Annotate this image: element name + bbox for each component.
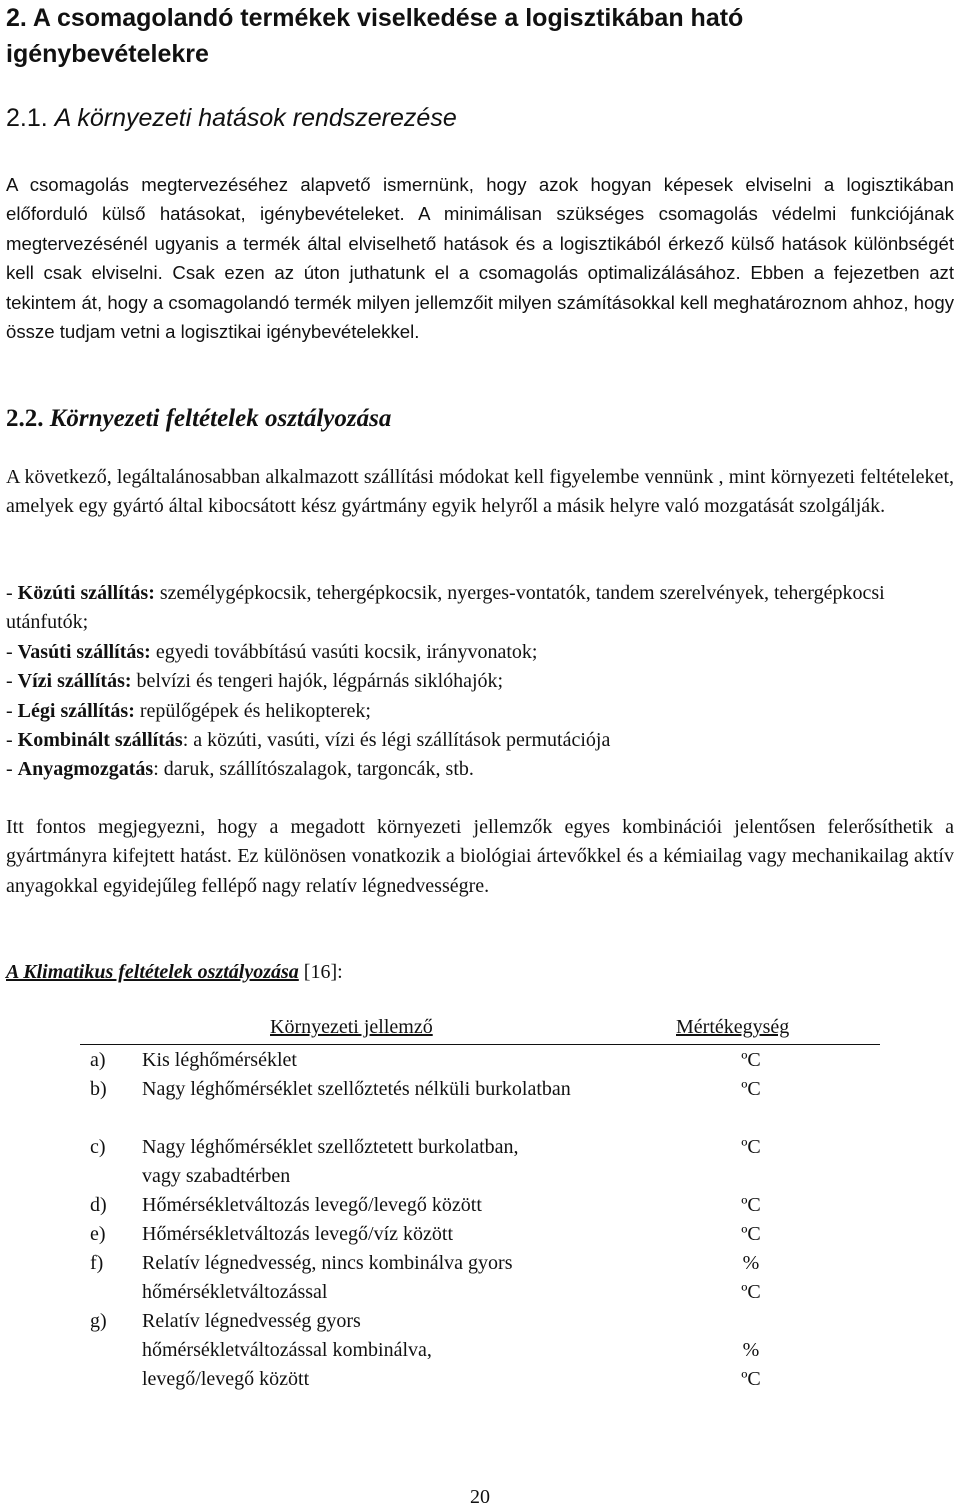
row-unit: ºC [741,1049,761,1071]
row-label: e) [90,1223,106,1245]
climate-heading-title: A Klimatikus feltételek osztályozása [6,961,299,983]
list-item: - Vízi szállítás: belvízi és tengeri hajók, légpárnás siklóhajók; [6,670,504,693]
row-unit: ºC [741,1078,761,1100]
row-label: f) [90,1252,104,1274]
row-characteristic: Relatív légnedvesség, nincs kombinálva gyors hőmérsékletváltozással [142,1252,513,1303]
row-label: a) [90,1049,106,1071]
transport-mode-list [6,579,954,785]
row-unit: ºC [741,1368,761,1390]
list-item: - Légi szállítás: repülőgépek és helikopterek; [6,699,371,722]
section-heading-2-1 [6,103,457,133]
row-characteristic: Kis léghőmérséklet [142,1049,297,1071]
note-paragraph: Itt fontos megjegyezni, hogy a megadott környezeti jellemzők egyes kombinációi jelentősen felerősíthetik a gyártmányra kifejtett hatást. Ez különösen vonatkozik a biológiai ártevőkkel és a kémiailag vagy mechanikailag aktív anyagokkal egyidejűleg fellépő nagy relatív légnedvességre. [6,816,954,897]
row-unit: % [742,1252,760,1274]
chapter-title: 2. A csomagolandó termékek viselkedése a logisztikában ható igénybevételekre [6,4,744,68]
transport-mode-name: Légi szállítás: [17,699,135,722]
row-characteristic: Nagy léghőmérséklet szellőztetés nélküli burkolatban [142,1078,571,1100]
column-header-characteristic: Környezeti jellemző [270,1016,433,1038]
climate-heading-reference: [16]: [298,961,343,983]
row-characteristic: Hőmérsékletváltozás levegő/víz között [142,1223,454,1245]
list-item: - Közúti szállítás: személygépkocsik, tehergépkocsik, nyerges-vontatók, tandem szerelvények, tehergépkocsi utánfutók; [6,582,885,634]
row-label: g) [90,1310,107,1332]
intro-paragraph-cont: Ebben a fejezetben azt tekintem át, hogy a csomagolandó termék milyen jellemzőit milyen számításokkal kell meghatároznom ahhoz, hogy össze tudjam vetni a logisztikai igénybevételekkel. [6,262,955,343]
table-header [80,1014,880,1045]
transport-mode-name: Anyagmozgatás [17,758,154,781]
row-label: d) [90,1194,107,1216]
section-title: A környezeti hatások rendszerezése [54,104,457,132]
row-unit: % [742,1339,760,1361]
conditions-intro-paragraph: A következő, legáltalánosabban alkalmazott szállítási módokat kell figyelembe vennünk , mint környezeti feltételeket, amelyek egy gyártó által kibocsátott kész gyártmány egyik helyről a másik helyre való mozgatását szolgálják. [6,466,954,518]
list-item: - Kombinált szállítás: a közúti, vasúti, vízi és légi szállítások permutációja [6,729,611,752]
column-header-unit: Mértékegység [676,1016,790,1038]
row-unit: ºC [741,1136,761,1158]
row-characteristic: Relatív légnedvesség gyors hőmérsékletváltozással kombinálva, levegő/levegő között [142,1310,432,1390]
intro-paragraph-main: A csomagolás megtervezéséhez alapvető ismernünk, hogy azok hogyan képesek elviselni a logisztikában előforduló külső hatásokat, igénybevételeket. A minimálisan szükséges csomagolás védelmi funkciójának megtervezésénél ugyanis a termék által elviselhető hatások és a logisztikából érkező külső hatások különbségét kell csak elviselni. Csak ezen az úton juthatunk el a csomagolás optimalizálásához. [6,174,954,284]
row-label: c) [90,1136,106,1158]
section-title: Környezeti feltételek osztályozása [49,405,392,432]
row-unit: ºC [741,1194,761,1216]
climate-classification-heading [6,958,343,987]
section-heading-2-2 [6,404,391,434]
row-characteristic: Nagy léghőmérséklet szellőztetett burkolatban, vagy szabadtérben [142,1136,519,1187]
transport-mode-name: Közúti szállítás: [17,582,155,604]
transport-mode-name: Vasúti szállítás: [17,640,151,663]
page-number: 20 [470,1486,490,1508]
list-item: - Vasúti szállítás: egyedi továbbítású vasúti kocsik, irányvonatok; [6,640,538,663]
section-number: 2.2. [6,405,44,432]
section-number: 2.1. [6,104,48,132]
row-unit: ºC [741,1223,761,1245]
row-characteristic: Hőmérsékletváltozás levegő/levegő között [142,1194,482,1216]
intro-paragraph [6,170,954,346]
list-item: - Anyagmozgatás: daruk, szállítószalagok, targoncák, stb. [6,758,474,781]
transport-mode-name: Vízi szállítás: [17,670,132,693]
row-label: b) [90,1078,107,1100]
transport-mode-name: Kombinált szállítás [17,729,183,752]
row-unit: ºC [741,1281,761,1303]
